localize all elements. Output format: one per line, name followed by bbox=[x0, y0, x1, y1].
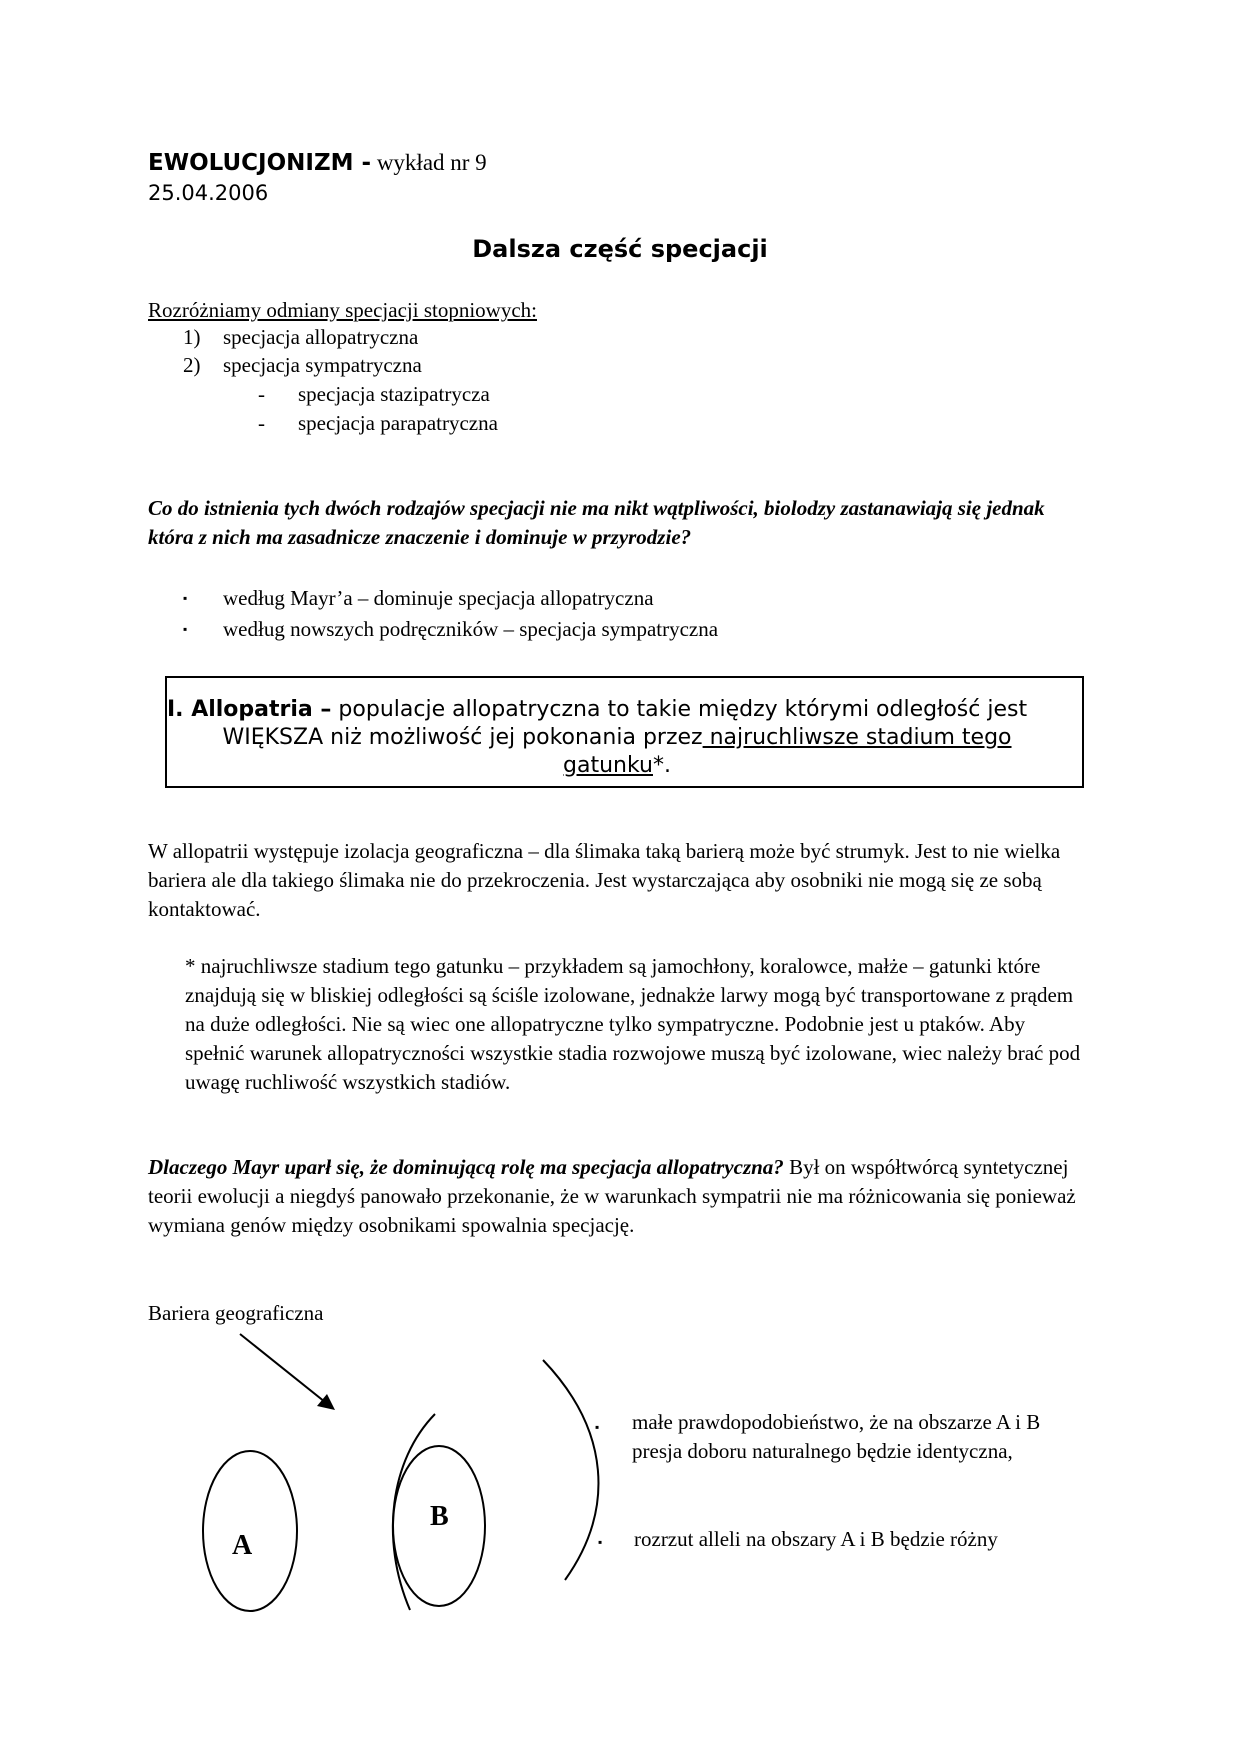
dash-item: - specjacja parapatryczna bbox=[258, 411, 498, 435]
footnote: * najruchliwsze stadium tego gatunku – przykładem są jamochłony, koralowce, małże – gatunki które znajdują się w bliskiej odległości są ściśle izolowane, jednakże larwy mogą być transportowane z prądem na duże odległości. Nie są wiec one allopatryczne tylko sympatryczne. Podobnie jest u ptaków. Aby spełnić warunek allopatryczności wszystkie stadia rozwojowe muszą być izolowane, wiec należy brać pod uwagę ruchliwość wszystkich stadiów. bbox=[185, 954, 1081, 1094]
barrier-curve-right bbox=[543, 1360, 598, 1580]
title-rest: wykład nr 9 bbox=[371, 150, 487, 175]
mayr-question: Dlaczego Mayr uparł się, że dominującą rolę ma specjacja allopatryczna? bbox=[148, 1155, 784, 1179]
diagram-bullet-1: małe prawdopodobieństwo, że na obszarze A i B presja doboru naturalnego będzie identyczna, bbox=[632, 1410, 1041, 1463]
title-bold: EWOLUCJONIZM - bbox=[148, 150, 372, 176]
bullet-square-icon: ▪ bbox=[183, 591, 188, 605]
barrier-label: Bariera geograficzna bbox=[148, 1301, 324, 1325]
numbered-item: 1) specjacja allopatryczna bbox=[183, 325, 419, 349]
section-title: Dalsza część specjacji bbox=[472, 235, 768, 263]
diagram-bullet-square-icon: ▪ bbox=[598, 1535, 603, 1549]
speciation-diagram bbox=[0, 1320, 1240, 1620]
barrier-arrow-line bbox=[240, 1334, 325, 1402]
question-paragraph: Co do istnienia tych dwóch rodzajów specjacji nie ma nikt wątpliwości, biolodzy zastanawiają się jednak która z nich ma zasadnicze znaczenie i dominuje w przyrodzie? bbox=[148, 496, 1045, 549]
diagram-bullet-square-icon: ▪ bbox=[595, 1420, 600, 1434]
definition-term: I. Allopatria – bbox=[167, 697, 332, 722]
lecture-date: 25.04.2006 bbox=[148, 181, 269, 205]
definition-line: I. Allopatria – populacje allopatryczna to takie między którymi odległość jest bbox=[167, 697, 1028, 722]
definition-line: WIĘKSZA niż możliwość jej pokonania przez najruchliwsze stadium tego bbox=[222, 725, 1012, 750]
dash-item: - specjacja stazipatrycza bbox=[258, 382, 490, 406]
document-title bbox=[148, 148, 487, 178]
allopatry-paragraph: W allopatrii występuje izolacja geograficzna – dla ślimaka taką barierą może być strumyk. Jest to nie wielka bariera ale dla takiego ślimaka nie do przekroczenia. Jest wystarczająca aby osobniki nie mogą się ze sobą kontaktować. bbox=[148, 839, 1061, 921]
mayr-paragraph: Dlaczego Mayr uparł się, że dominującą rolę ma specjacja allopatryczna? Był on współtwórcą syntetycznej teorii ewolucji a niegdyś panowało przekonanie, że w warunkach sympatrii nie ma różnicowania się ponieważ wymiana genów między osobnikami spowalnia specjację. bbox=[148, 1155, 1076, 1237]
definition-box bbox=[165, 676, 1084, 788]
label-b: B bbox=[430, 1501, 449, 1532]
label-a: A bbox=[232, 1530, 253, 1561]
opinion-item: ▪ według nowszych podręczników – specjacja sympatryczna bbox=[183, 617, 719, 641]
arrow-head-icon bbox=[317, 1394, 335, 1410]
barrier-curve-left bbox=[393, 1414, 435, 1610]
bullet-square-icon: ▪ bbox=[183, 622, 188, 636]
diagram-bullet-2: rozrzut alleli na obszary A i B będzie różny bbox=[634, 1527, 998, 1551]
numbered-item: 2) specjacja sympatryczna bbox=[183, 353, 422, 377]
definition-line: gatunku*. bbox=[563, 753, 671, 778]
opinion-item: ▪ według Mayr’a – dominuje specjacja allopatryczna bbox=[183, 586, 654, 610]
types-intro: Rozróżniamy odmiany specjacji stopniowych: bbox=[148, 298, 537, 322]
